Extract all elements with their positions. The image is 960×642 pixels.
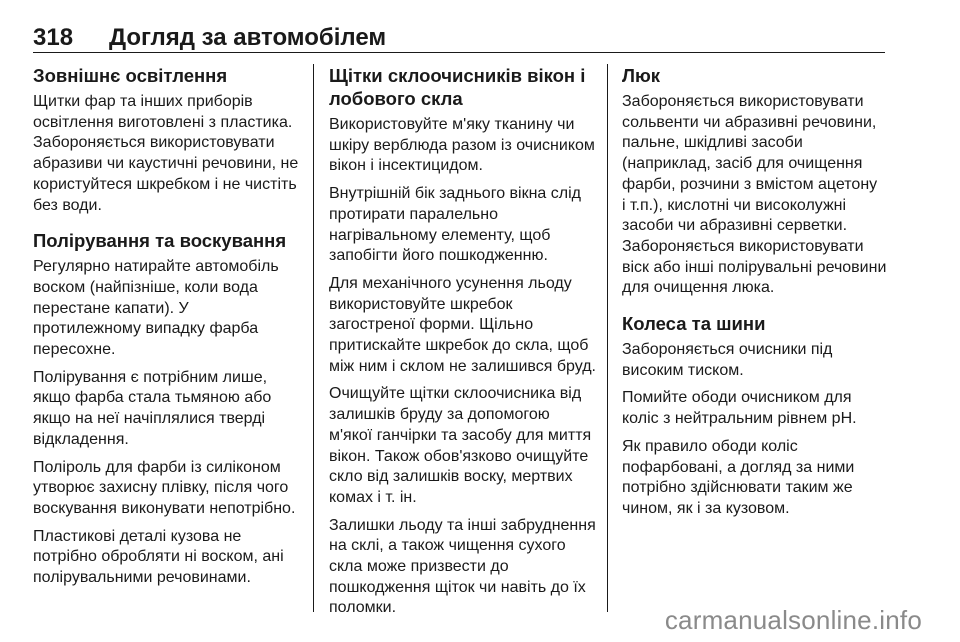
paragraph: Забороняється очисники під високим тиском. [622,341,833,379]
page-number: 318 [33,24,74,51]
heading-sunroof: Люк [622,65,661,86]
paragraph: Щитки фар та інших приборів освітлення виготовлені з пластика. Забороняється використовувати абразиви чи каустичні речовини, не користуйтеся шкребком і не чистіть без води. [33,93,299,214]
paragraph: Внутрішній бік заднього вікна слід протирати паралельно нагрівальному елементу, щоб запобігти його пошкодженню. [329,185,581,265]
paragraph: Очищуйте щітки склоочисника від залишків бруду за допомогою м'якої ганчірки та засобу для миття вікон. Також обов'язково очищуйте скло від залишків воску, мертвих комах і т. ін. [329,385,592,506]
heading-exterior-lighting: Зовнішнє освітлення [33,65,228,86]
column-middle [329,64,597,626]
chapter-title: Догляд за автомобілем [109,24,387,51]
paragraph: Для механічного усунення льоду використовуйте шкребок загостреної форми. Щільно притискайте шкребок до скла, щоб між ним і склом не залишився бруд. [329,274,596,375]
column-divider [313,64,314,612]
paragraph: Поліроль для фарби із силіконом утворює захисну плівку, після чого воскування виконувати непотрібно. [33,458,296,517]
paragraph: Забороняється використовувати сольвенти чи абразивні речовини, пальне, шкідливі засоби (наприклад, засіб для очищення фарби, розчини з вмістом ацетону і т.п.), кислотні чи високолужні засоби чи абразивні серветки. Забороняється використовувати віск або інші полірувальні речовини для очищення люка. [622,93,887,297]
paragraph: Використовуйте м'яку тканину чи шкіру верблюда разом із очисником вікон і інсектицидом. [329,116,595,175]
heading-wiper-blades: Щітки склоочисників вікон і лобового скла [329,65,586,109]
paragraph: Помийте ободи очисником для коліс з нейтральним рівнем pH. [622,389,857,428]
heading-polishing-waxing: Полірування та воскування [33,230,287,252]
watermark: carmanualsonline.info [664,605,922,635]
paragraph: Залишки льоду та інші забруднення на склі, а також чищення сухого скла може призвести до пошкодження щіток чи навіть до їх поломки. [329,516,596,617]
paragraph: Як правило ободи коліс пофарбовані, а догляд за ними потрібно здійснювати таким же чином, як і за кузовом. [622,437,855,517]
paragraph: Полірування є потрібним лише, якщо фарба стала тьмяною або якщо на неї начіплялися тверді відкладення. [33,368,272,448]
column-right [622,64,890,527]
column-left [33,64,301,596]
heading-wheels-tyres: Колеса та шини [622,313,766,335]
paragraph: Регулярно натирайте автомобіль воском (найпізніше, коли вода перестане капати). У протилежному випадку фарба пересохне. [33,258,279,359]
column-divider [607,64,608,612]
paragraph: Пластикові деталі кузова не потрібно обробляти ні воском, ані полірувальними речовинами. [33,527,284,587]
page-header [33,18,885,53]
